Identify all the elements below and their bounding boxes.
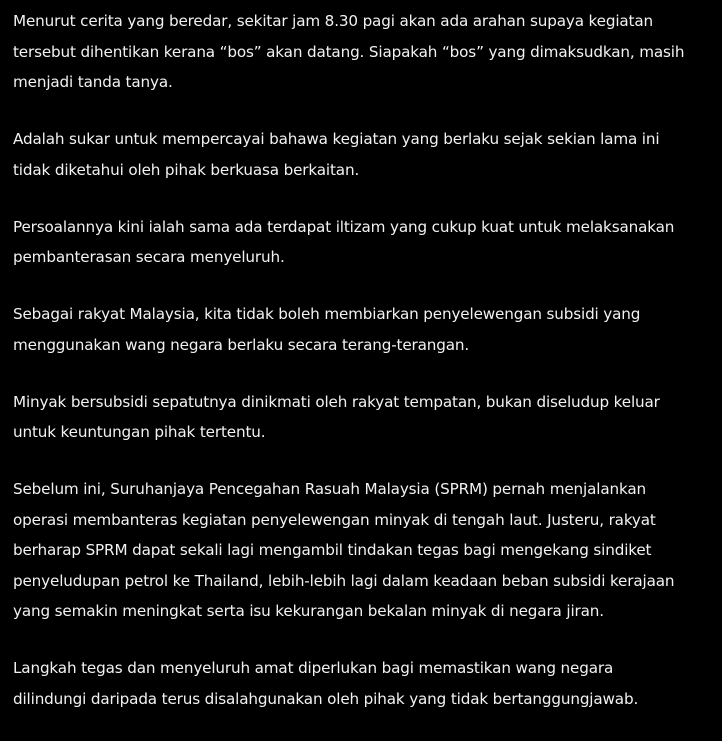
paragraph-line: Langkah tegas dan menyeluruh amat diperlukan bagi memastikan wang negara <box>13 659 614 677</box>
paragraph-line: Minyak bersubsidi sepatutnya dinikmati oleh rakyat tempatan, bukan diseludup keluar <box>13 392 660 411</box>
paragraph-line: operasi membanteras kegiatan penyelewengan minyak di tengah laut. Justeru, rakyat <box>13 510 656 529</box>
paragraph-1 <box>13 6 717 98</box>
paragraph-line: Adalah sukar untuk mempercayai bahawa kegiatan yang berlaku sejak sekian lama ini <box>13 130 660 148</box>
paragraph-6 <box>13 474 717 627</box>
paragraph-line: untuk keuntungan pihak tertentu. <box>13 423 266 441</box>
paragraph-line: Sebagai rakyat Malaysia, kita tidak boleh membiarkan penyelewengan subsidi yang <box>13 305 641 323</box>
paragraph-line: Sebelum ini, Suruhanjaya Pencegahan Rasuah Malaysia (SPRM) pernah menjalankan <box>13 480 646 498</box>
paragraph-7 <box>13 653 717 714</box>
paragraph-line: menjadi tanda tanya. <box>13 73 173 91</box>
paragraph-line: Persoalannya kini ialah sama ada terdapat iltizam yang cukup kuat untuk melaksanakan <box>13 217 675 236</box>
article-body <box>13 6 717 741</box>
paragraph-line: menggunakan wang negara berlaku secara terang-terangan. <box>13 335 470 354</box>
paragraph-line: Menurut cerita yang beredar, sekitar jam 8.30 pagi akan ada arahan supaya kegiatan <box>13 12 653 30</box>
paragraph-line: tidak diketahui oleh pihak berkuasa berkaitan. <box>13 160 360 179</box>
paragraph-2 <box>13 124 717 185</box>
paragraph-3 <box>13 212 717 273</box>
paragraph-line: tersebut dihentikan kerana “bos” akan datang. Siapakah “bos” yang dimaksudkan, masih <box>13 42 685 61</box>
paragraph-line: berharap SPRM dapat sekali lagi mengambil tindakan tegas bagi mengekang sindiket <box>13 541 652 559</box>
paragraph-line: pembanterasan secara menyeluruh. <box>13 248 285 266</box>
paragraph-line: yang semakin meningkat serta isu kekurangan bekalan minyak di negara jiran. <box>13 602 604 620</box>
paragraph-5 <box>13 387 717 448</box>
paragraph-line: dilindungi daripada terus disalahgunakan oleh pihak yang tidak bertanggungjawab. <box>13 689 639 708</box>
paragraph-line: penyeludupan petrol ke Thailand, lebih-lebih lagi dalam keadaan beban subsidi kerajaan <box>13 571 675 590</box>
paragraph-4 <box>13 299 717 360</box>
